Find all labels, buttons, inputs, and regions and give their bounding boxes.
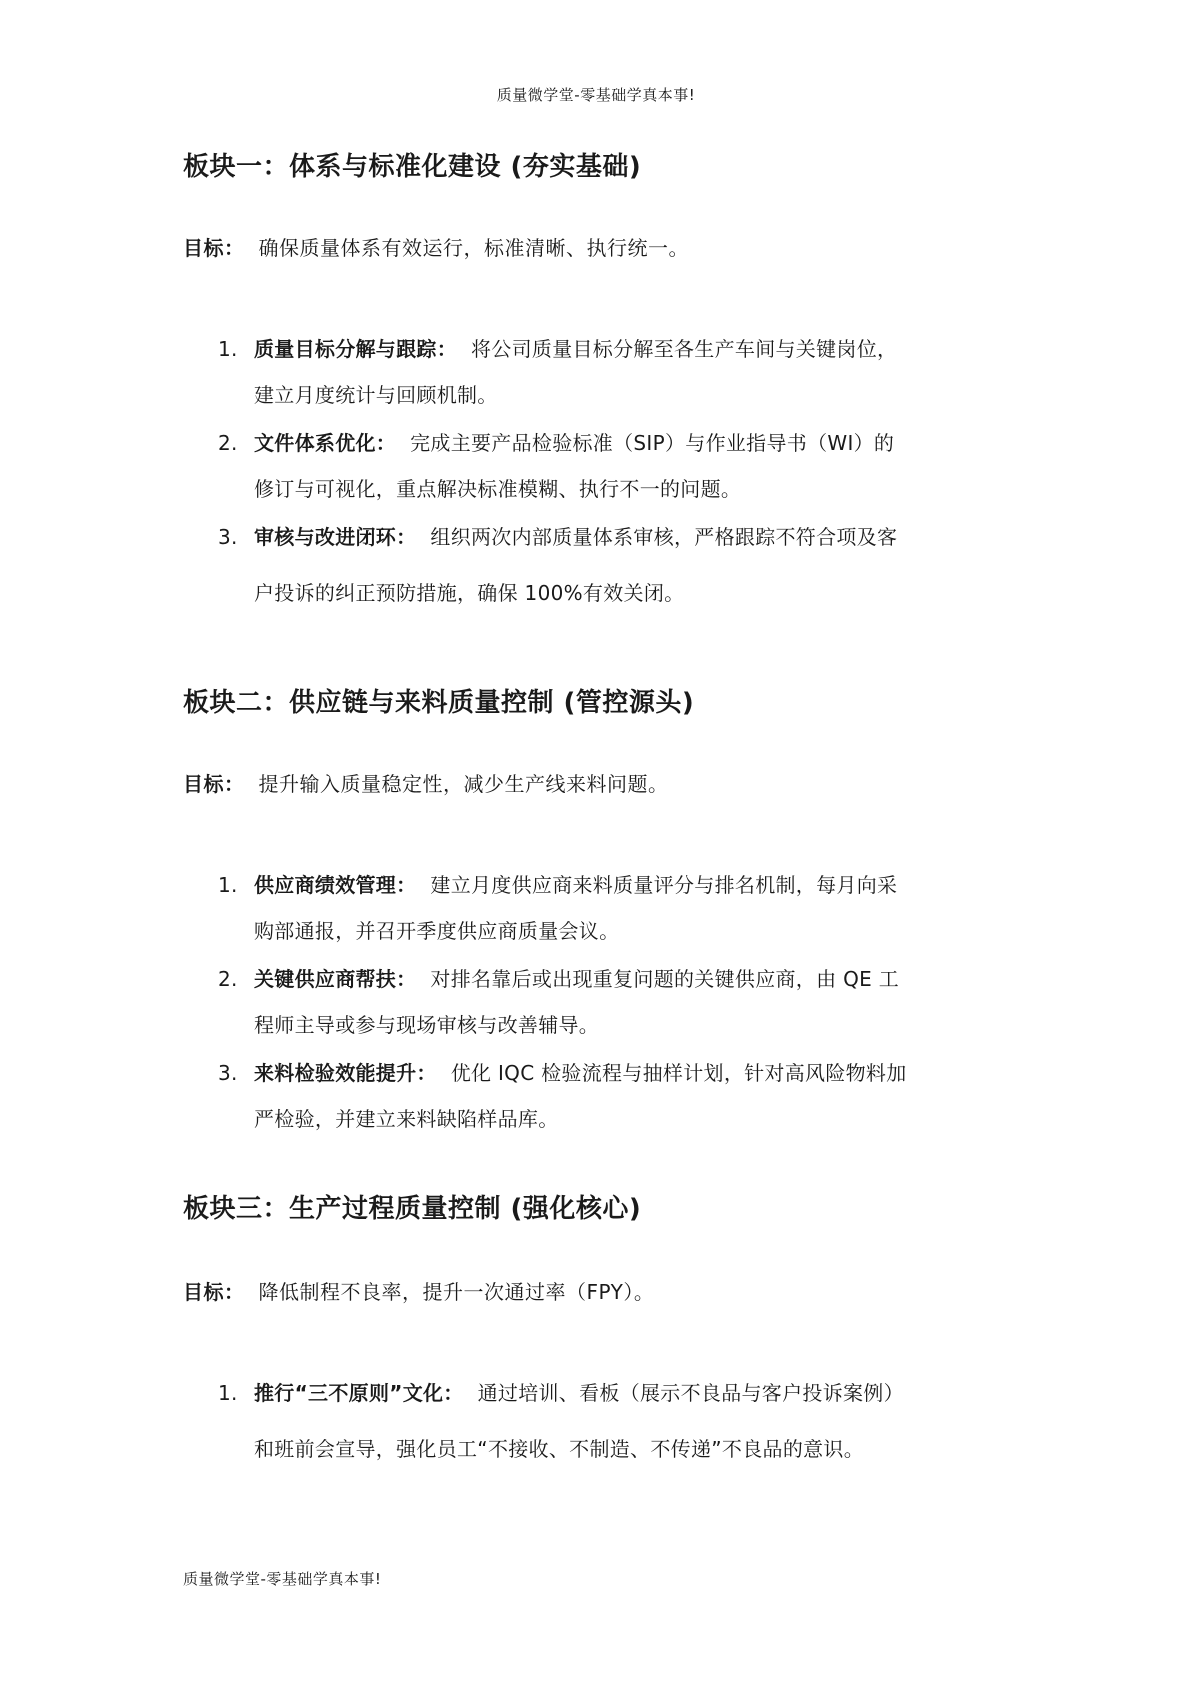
item-text-line1: 将公司质量目标分解至各生产车间与关键岗位， bbox=[471, 337, 898, 361]
goal-label: 目标： bbox=[183, 772, 245, 796]
goal-text: 降低制程不良率，提升一次通过率（FPY）。 bbox=[258, 1280, 655, 1304]
item-text-line2: 程师主导或参与现场审核与改善辅导。 bbox=[254, 1013, 600, 1037]
item-text-line2: 和班前会宣导，强化员工“不接收、不制造、不传递”不良品的意识。 bbox=[254, 1437, 865, 1461]
item-number: 1. bbox=[218, 337, 238, 361]
goal-text: 确保质量体系有效运行，标准清晰、执行统一。 bbox=[258, 236, 689, 260]
section-1-item-2 bbox=[218, 420, 1018, 512]
item-text-line1: 组织两次内部质量体系审核，严格跟踪不符合项及客 bbox=[430, 525, 898, 549]
goal-label: 目标： bbox=[183, 236, 245, 260]
section-2-item-3 bbox=[218, 1050, 1018, 1142]
item-text-line2: 购部通报，并召开季度供应商质量会议。 bbox=[254, 919, 620, 943]
item-title: 来料检验效能提升： bbox=[254, 1061, 437, 1085]
section-1-item-1 bbox=[218, 326, 1018, 418]
section-3-item-1 bbox=[218, 1370, 1018, 1472]
item-title: 文件体系优化： bbox=[254, 431, 397, 455]
item-number: 2. bbox=[218, 431, 238, 455]
item-number: 3. bbox=[218, 525, 238, 549]
section-2-item-2 bbox=[218, 956, 1018, 1048]
item-title: 关键供应商帮扶： bbox=[254, 967, 417, 991]
item-title: 供应商绩效管理： bbox=[254, 873, 417, 897]
item-title: 推行“三不原则”文化： bbox=[254, 1381, 464, 1405]
page-footer: 质量微学堂-零基础学真本事! bbox=[183, 1570, 382, 1588]
item-text-line1: 通过培训、看板（展示不良品与客户投诉案例） bbox=[477, 1381, 904, 1405]
item-text-line1: 优化 IQC 检验流程与抽样计划，针对高风险物料加 bbox=[450, 1061, 907, 1085]
section-3-title: 板块三：生产过程质量控制 (强化核心) bbox=[183, 1194, 642, 1224]
section-2-item-1 bbox=[218, 862, 1018, 954]
item-text-line1: 建立月度供应商来料质量评分与排名机制，每月向采 bbox=[430, 873, 898, 897]
section-1-goal bbox=[183, 232, 689, 261]
item-number: 1. bbox=[218, 873, 238, 897]
section-1-item-3 bbox=[218, 514, 1018, 616]
goal-text: 提升输入质量稳定性，减少生产线来料问题。 bbox=[258, 772, 669, 796]
item-text-line2: 严检验，并建立来料缺陷样品库。 bbox=[254, 1107, 559, 1131]
item-title: 质量目标分解与跟踪： bbox=[254, 337, 457, 361]
item-text-line2: 建立月度统计与回顾机制。 bbox=[254, 383, 498, 407]
section-2-title: 板块二：供应链与来料质量控制 (管控源头) bbox=[183, 688, 695, 718]
item-title: 审核与改进闭环： bbox=[254, 525, 417, 549]
item-number: 1. bbox=[218, 1381, 238, 1405]
item-text-line1: 完成主要产品检验标准（SIP）与作业指导书（WI）的 bbox=[410, 431, 895, 455]
section-2-goal bbox=[183, 768, 669, 797]
goal-label: 目标： bbox=[183, 1280, 245, 1304]
item-number: 3. bbox=[218, 1061, 238, 1085]
item-text-line2: 户投诉的纠正预防措施，确保 100%有效关闭。 bbox=[254, 581, 685, 605]
item-text-line1: 对排名靠后或出现重复问题的关键供应商，由 QE 工 bbox=[430, 967, 899, 991]
section-3-goal bbox=[183, 1276, 654, 1305]
item-text-line2: 修订与可视化，重点解决标准模糊、执行不一的问题。 bbox=[254, 477, 742, 501]
section-1-title: 板块一：体系与标准化建设 (夯实基础) bbox=[183, 152, 642, 182]
item-number: 2. bbox=[218, 967, 238, 991]
page-header: 质量微学堂-零基础学真本事! bbox=[496, 86, 696, 104]
